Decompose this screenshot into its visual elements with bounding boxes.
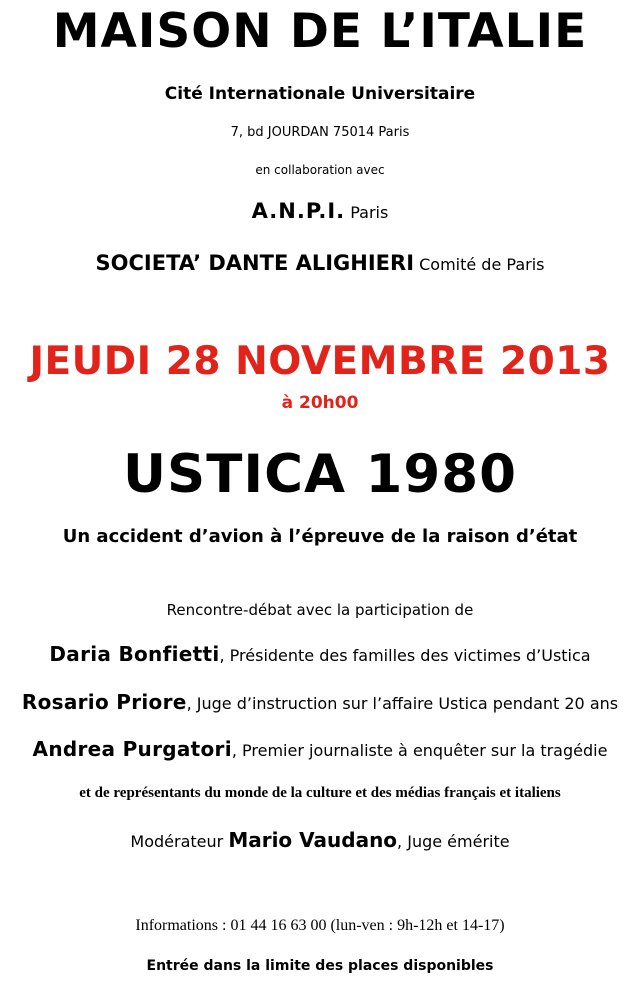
moderator-line	[0, 828, 640, 852]
moderator-prefix: Modérateur	[130, 832, 229, 851]
entry-note: Entrée dans la limite des places disponibles	[146, 958, 494, 974]
speaker-role: , Juge d’instruction sur l’affaire Ustica pendant 20 ans	[186, 694, 619, 713]
speaker-name: Rosario Priore	[21, 690, 187, 714]
speaker-role: , Présidente des familles des victimes d’Ustica	[219, 646, 591, 665]
speaker-name: Andrea Purgatori	[32, 737, 232, 761]
event-time: à 20h00	[281, 393, 359, 413]
contact-info: Informations : 01 44 16 63 00 (lun-ven : 9h-12h et 14-17)	[135, 917, 505, 934]
partner-dante-alighieri	[0, 251, 640, 275]
collaboration-label: en collaboration avec	[255, 163, 385, 177]
event-date: JEUDI 28 NOVEMBRE 2013	[29, 339, 611, 384]
partner-detail: Paris	[350, 203, 389, 222]
venue-address: 7, bd JOURDAN 75014 Paris	[230, 125, 410, 140]
partner-name: A.N.P.I.	[251, 199, 346, 223]
speaker-line	[0, 690, 640, 714]
debate-intro: Rencontre-débat avec la participation de	[166, 601, 474, 619]
partner-detail: Comité de Paris	[419, 255, 545, 274]
moderator-role: , Juge émérite	[397, 832, 510, 851]
partner-anpi	[0, 199, 640, 223]
speaker-line	[0, 642, 640, 666]
poster-title: MAISON DE L’ITALIE	[52, 4, 588, 59]
event-subtitle: Un accident d’avion à l’épreuve de la raison d’état	[62, 526, 578, 547]
partner-name: SOCIETA’ DANTE ALIGHIERI	[95, 251, 415, 275]
speaker-name: Daria Bonfietti	[49, 642, 220, 666]
other-participants: et de représentants du monde de la culture et des médias français et italiens	[79, 785, 561, 801]
venue-subtitle: Cité Internationale Universitaire	[164, 84, 476, 104]
speaker-role: , Premier journaliste à enquêter sur la tragédie	[231, 741, 608, 760]
moderator-name: Mario Vaudano	[228, 828, 398, 852]
speaker-line	[0, 737, 640, 761]
event-title: USTICA 1980	[123, 444, 517, 505]
